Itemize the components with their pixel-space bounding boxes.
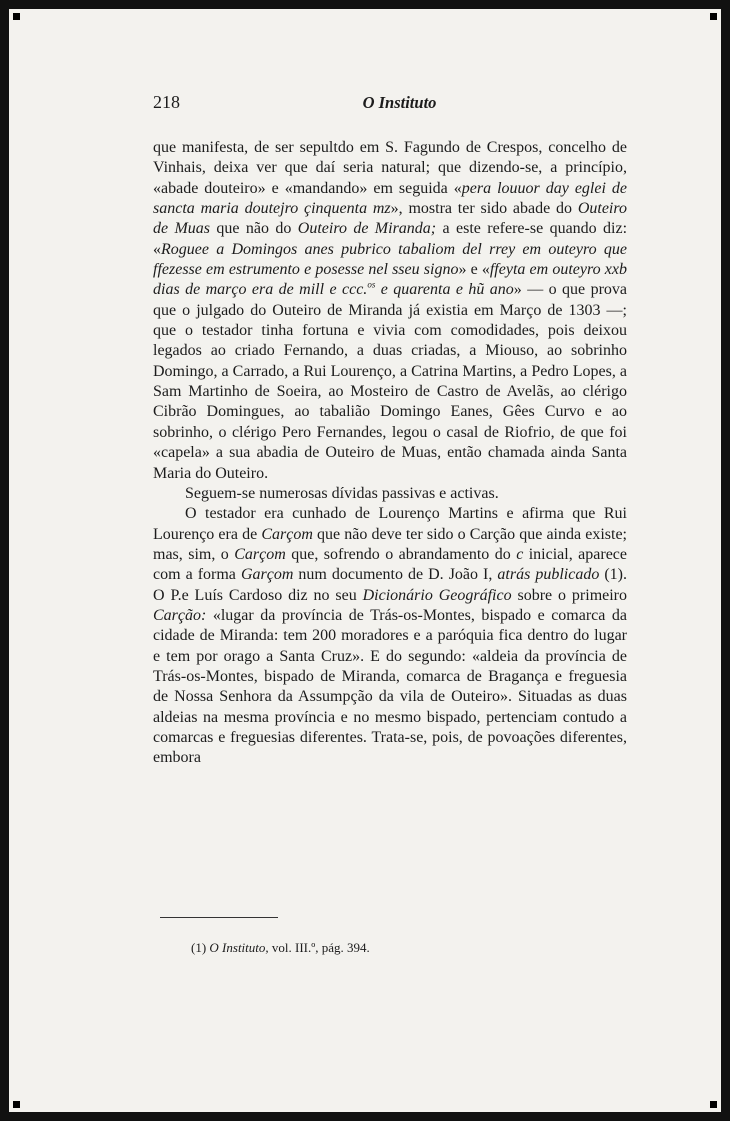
text-segment: num documento de D. João I,	[293, 566, 498, 584]
text-segment: que não do	[210, 220, 298, 238]
italic-segment: os	[367, 280, 376, 291]
text-segment: «lugar da província de Trás-os-Montes, bispado e comarca da cidade de Miranda: tem 200 moradores e a paróquia fica dentro do lugar e tem por orago a Santa Cruz». E do segundo: «aldeia da província de Trás-os-Montes, bispado de Miranda, comarca de Bragança e freguesia de Nossa Senhora da Assumpção da vila de Outeiro». Situadas as duas aldeias na mesma província e no mesmo bispado, pertenciam contudo a comarcas e freguesias diferentes. Trata-se, pois, de povoações diferentes, embora	[153, 606, 627, 767]
italic-segment: e quarenta e hũ ano	[375, 281, 514, 299]
italic-segment: Carção:	[153, 606, 207, 624]
italic-segment: c	[516, 545, 524, 563]
italic-segment: ffeyta em outeyro xxb dias de março era de mill e ccc.	[153, 261, 627, 299]
italic-segment: Dicionário Geográfico	[362, 586, 512, 604]
text-segment: », mostra ter sido abade do	[390, 200, 578, 218]
corner-mark	[710, 1101, 717, 1108]
text-segment: sobre o primeiro	[511, 586, 628, 604]
italic-segment: pera louuor day eglei de sancta maria doutejro çinquenta mz	[153, 179, 628, 218]
footnote-marker: (1)	[191, 940, 207, 955]
paragraph	[153, 484, 627, 504]
italic-segment: atrás publicado	[497, 566, 600, 584]
text-segment: que manifesta, de ser sepultdo em S. Fagundo de Crespos, concelho de Vinhais, deixa ver que daí seria natural; que dizendo-se, a princípio, «abade douteiro» e «mandando» em seguida «	[153, 139, 627, 197]
body-text	[153, 138, 627, 769]
italic-segment: Garçom	[240, 566, 294, 584]
paragraph	[153, 138, 627, 484]
text-segment: que não deve ter sido o Carção que ainda existe; mas, sim, o	[153, 525, 628, 563]
text-segment: O testador era cunhado de Lourenço Martins e afirma que Rui Lourenço era de	[153, 505, 627, 543]
italic-segment: Outeiro de Muas	[153, 200, 628, 238]
italic-segment: Carçom	[261, 525, 313, 543]
text-segment: » — o que prova que o julgado do Outeiro de Miranda já existia em Março de 1303 —; que o testador tinha fortuna e vivia com comodidades, pois deixou legados ao criado Fernando, a duas criadas, a Miouso, ao sobrinho Domingo, a Carrado, a Rui Lourenço, a Catrina Martins, a Pedro Lopes, a Sam Martinho de Soeira, ao Mosteiro de Castro de Avelãs, ao clérigo Cibrão Domingues, ao tabalião Domingo Eanes, Gêes Curvo e ao sobrinho, o clérigo Pero Fernandes, legou o casal de Riofrio, de que foi «capela» a sua abadia de Outeiro de Muas, então chamada ainda Santa Maria do Outeiro.	[153, 281, 627, 482]
italic-segment: Carçom	[234, 545, 286, 563]
footnote-detail: vol. III.º, pág. 394.	[268, 940, 370, 955]
text-segment: (1). O P.e Luís Cardoso diz no seu	[153, 566, 628, 604]
paragraph	[153, 504, 627, 768]
text-segment: a este refere-se quando diz: «	[153, 220, 628, 258]
text-segment: » e «	[458, 261, 490, 279]
corner-mark	[13, 1101, 20, 1108]
running-title: O Instituto	[362, 93, 437, 112]
italic-segment: Roguee a Domingos anes pubrico tabaliom del rrey em outeyro que ffezesse em estrumento e posesse nel sseu signo	[153, 240, 627, 279]
text-segment: Seguem-se numerosas dívidas passivas e activas.	[185, 484, 499, 502]
text-segment: inicial, aparece com a forma	[153, 545, 628, 584]
footnote	[191, 940, 370, 956]
page-header	[153, 92, 646, 116]
text-segment: que, sofrendo o abrandamento do	[285, 545, 517, 563]
footnote-source: O Instituto,	[209, 940, 269, 955]
footnote-rule	[160, 917, 278, 918]
corner-mark	[13, 13, 20, 20]
corner-mark	[710, 13, 717, 20]
page-number: 218	[153, 92, 180, 112]
italic-segment: Outeiro de Miranda;	[297, 220, 437, 238]
